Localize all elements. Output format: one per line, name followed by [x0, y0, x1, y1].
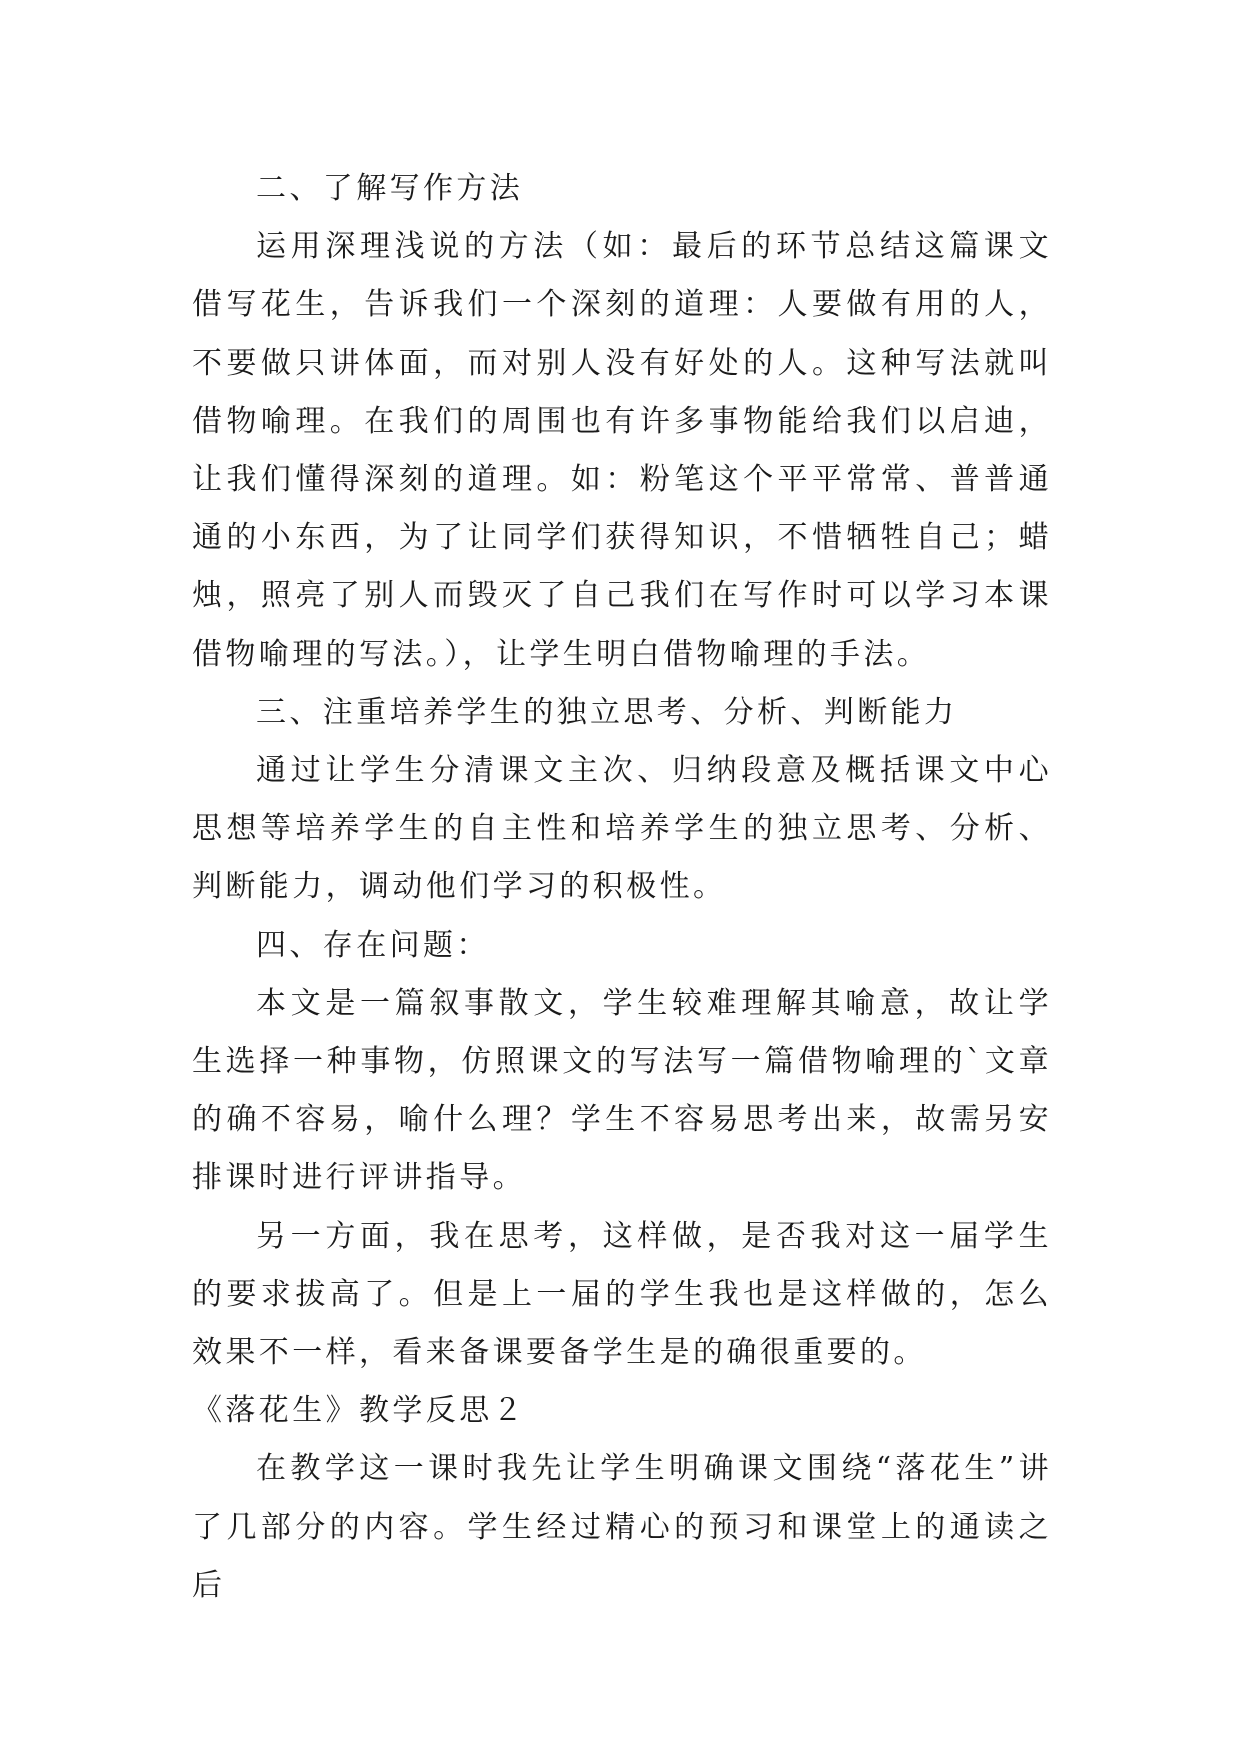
paragraph-writing-method: 运用深理浅说的方法（如：最后的环节总结这篇课文借写花生，告诉我们一个深刻的道理：人要做有用的人，不要做只讲体面，而对别人没有好处的人。这种写法就叫借物喻理。在我们的周围也有许多事物能给我们以启迪，让我们懂得深刻的道理。如：粉笔这个平平常常、普普通通的小东西，为了让同学们获得知识，不惜牺牲自己；蜡烛，照亮了别人而毁灭了自己我们在写作时可以学习本课借物喻理的写法。），让学生明白借物喻理的手法。: [192, 229, 1052, 672]
document-title: 《落花生》教学反思２: [192, 1393, 526, 1429]
paragraph-reflection: 另一方面，我在思考，这样做，是否我对这一届学生的要求拔高了。但是上一届的学生我也是这样做的，怎么效果不一样，看来备课要备学生是的确很重要的。: [192, 1218, 1052, 1371]
section-heading-independent-thinking: 三、注重培养学生的独立思考、分析、判断能力: [256, 694, 958, 730]
section-heading-writing-method: 二、了解写作方法: [256, 171, 524, 206]
section-heading-problems: 四、存在问题：: [256, 927, 490, 963]
document-body: [192, 160, 1052, 1615]
paragraph-independent-thinking: 通过让学生分清课文主次、归纳段意及概括课文中心思想等培养学生的自主性和培养学生的独立思考、分析、判断能力，调动他们学习的积极性。: [192, 753, 1052, 905]
paragraph-problems: 本文是一篇叙事散文，学生较难理解其喻意，故让学生选择一种事物，仿照课文的写法写一篇借物喻理的`文章的确不容易，喻什么理？学生不容易思考出来，故需另安排课时进行评讲指导。: [192, 985, 1052, 1196]
paragraph-teaching-intro: 在教学这一课时我先让学生明确课文围绕“落花生”讲了几部分的内容。学生经过精心的预习和课堂上的通读之后: [192, 1451, 1052, 1603]
